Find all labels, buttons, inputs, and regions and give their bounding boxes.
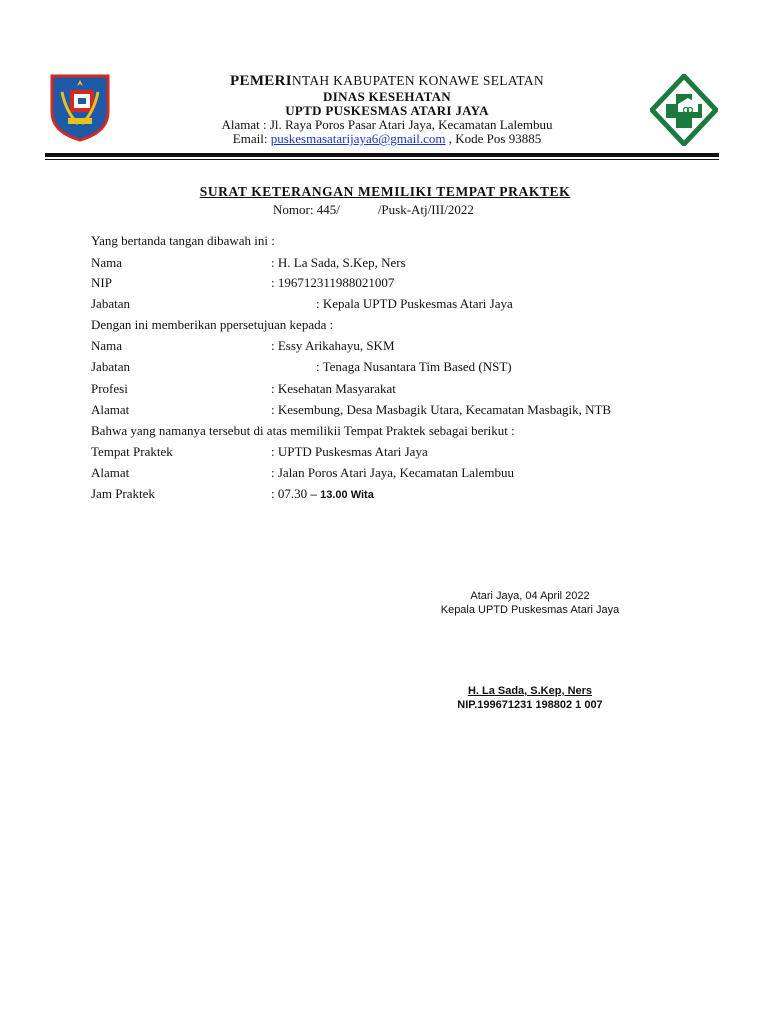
recipient-alamat-row: Alamat : Kesembung, Desa Masbagik Utara, Kecamatan Masbagik, NTB bbox=[91, 402, 612, 417]
recipient-jabatan-row: Jabatan : Tenaga Nusantara Tim Based (NST) bbox=[91, 359, 512, 374]
signature-name: H. La Sada, S.Kep, Ners bbox=[467, 685, 593, 697]
signature-position: Kepala UPTD Puskesmas Atari Jaya bbox=[440, 604, 620, 616]
header-divider-thin bbox=[45, 159, 719, 160]
practice-alamat-row: Alamat : Jalan Poros Atari Jaya, Kecamatan Lalembuu bbox=[91, 465, 514, 480]
signer-nip-row: NIP : 196712311988021007 bbox=[91, 275, 395, 290]
consent-text: Dengan ini memberikan ppersetujuan kepada : bbox=[91, 317, 334, 332]
signature-nip: NIP.199671231 198802 1 007 bbox=[457, 699, 603, 711]
header-institution: UPTD PUSKESMAS ATARI JAYA bbox=[285, 103, 489, 118]
puskesmas-cross-icon bbox=[650, 74, 718, 146]
statement-text: Bahwa yang namanya tersebut di atas memilikii Tempat Praktek sebagai berikut : bbox=[91, 423, 515, 438]
signer-jabatan-row: Jabatan : Kepala UPTD Puskesmas Atari Jaya bbox=[91, 296, 513, 311]
header-government-line: PEMERINTAH KABUPATEN KONAWE SELATAN bbox=[230, 73, 544, 89]
email-link[interactable]: puskesmasatarijaya6@gmail.com bbox=[270, 131, 446, 146]
signer-nama-row: Nama : H. La Sada, S.Kep, Ners bbox=[91, 255, 406, 270]
konawe-selatan-emblem-icon bbox=[48, 72, 112, 142]
document-number: Nomor: 445/ /Pusk-Atj/III/2022 bbox=[273, 202, 474, 217]
header-divider bbox=[45, 153, 719, 157]
signature-place-date: Atari Jaya, 04 April 2022 bbox=[470, 590, 590, 602]
practice-jam-row: Jam Praktek : 07.30 – 13.00 Wita bbox=[91, 486, 374, 501]
header-contact: Email: puskesmasatarijaya6@gmail.com , Kode Pos 93885 bbox=[232, 131, 542, 146]
header-address: Alamat : Jl. Raya Poros Pasar Atari Jaya, Kecamatan Lalembuu bbox=[221, 117, 553, 132]
intro-text: Yang bertanda tangan dibawah ini : bbox=[91, 233, 275, 248]
recipient-nama-row: Nama : Essy Arikahayu, SKM bbox=[91, 338, 395, 353]
document-title: SURAT KETERANGAN MEMILIKI TEMPAT PRAKTEK bbox=[199, 184, 571, 199]
recipient-profesi-row: Profesi : Kesehatan Masyarakat bbox=[91, 381, 396, 396]
header-department: DINAS KESEHATAN bbox=[323, 89, 451, 104]
practice-tempat-row: Tempat Praktek : UPTD Puskesmas Atari Jaya bbox=[91, 444, 428, 459]
